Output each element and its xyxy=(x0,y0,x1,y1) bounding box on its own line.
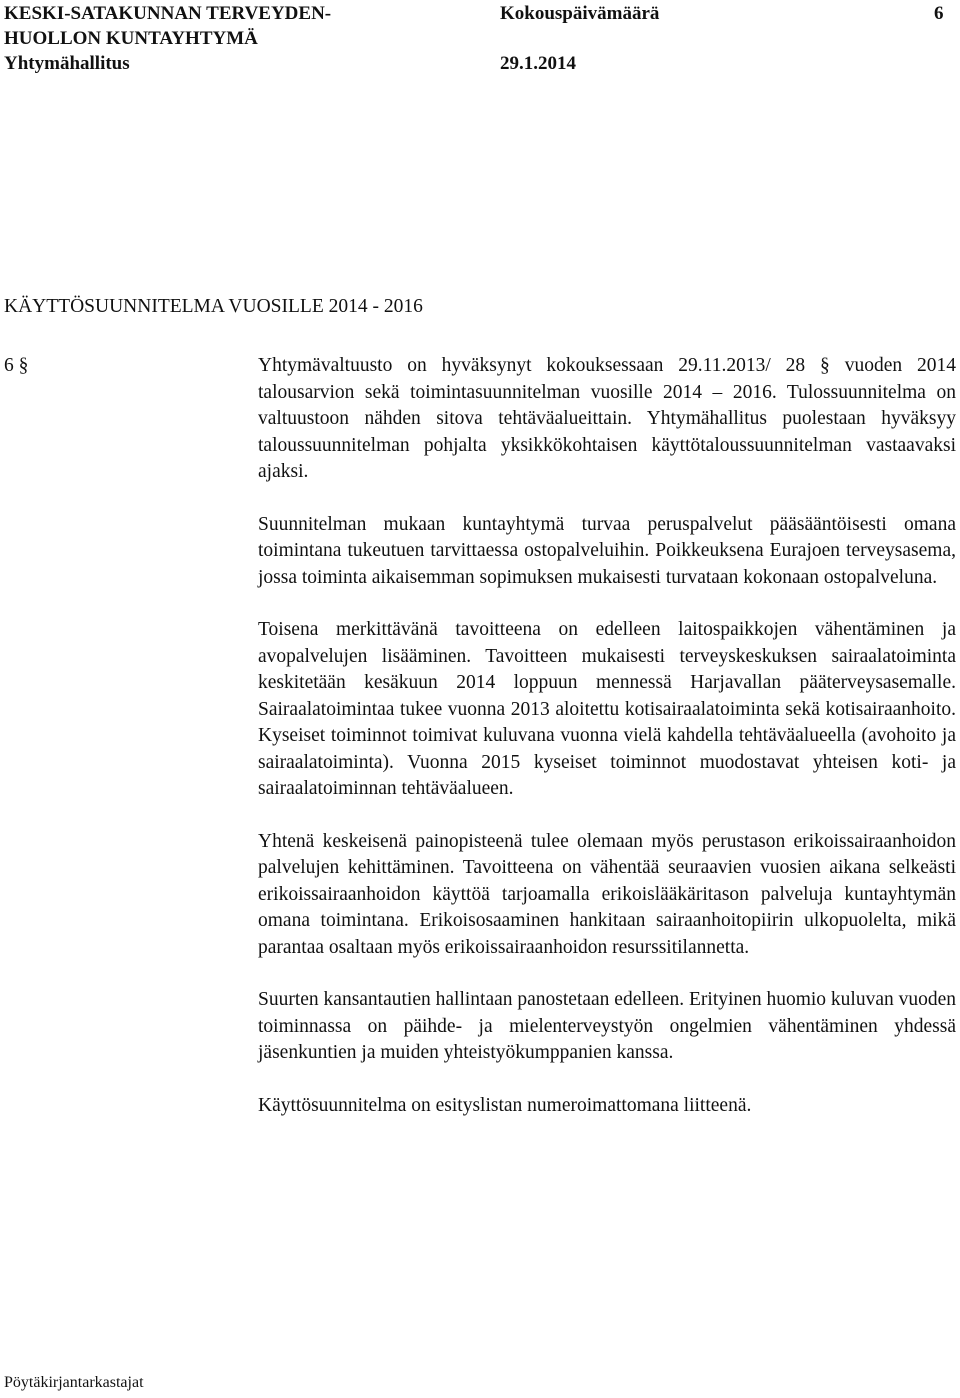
header-org-line1: KESKI-SATAKUNNAN TERVEYDEN- xyxy=(4,3,332,24)
header-date-value: 29.1.2014 xyxy=(500,53,576,74)
section-number: 6 § xyxy=(4,355,29,376)
paragraph: Toisena merkittävänä tavoitteena on edelleen laitospaikkojen vähentäminen ja avopalvelujen lisääminen. Tavoitteen mukaisesti terveyskeskuksen sairaalatoiminta keskitetään kesäkuun 2014 loppuun mennessä Harjavallan pääterveysasemalle. Sairaalatoimintaa tukee vuonna 2013 aloitettu kotisairaalatoiminta sekä kotisairaanhoito. Kyseiset toiminnot toimivat kuluvana vuonna vielä kahdella tehtäväalueella (avohoito ja sairaalatoiminta). Vuonna 2015 kyseiset toiminnot muodostavat yhteisen koti- ja sairaalatoiminnan tehtäväalueen. xyxy=(258,619,956,799)
paragraph: Käyttösuunnitelma on esityslistan numeroimattomana liitteenä. xyxy=(258,1094,752,1116)
footer-label: Pöytäkirjantarkastajat xyxy=(4,1374,144,1391)
header-org-line2: HUOLLON KUNTAYHTYMÄ xyxy=(4,28,258,49)
paragraph: Yhtenä keskeisenä painopisteenä tulee olemaan myös perustason erikoissairaanhoidon palvelujen kehittäminen. Tavoitteena on vähentää seuraavien vuosien aikana selkeästi erikoissairaanhoidon käyttöä tarjoamalla erikoislääkäritason palveluja kuntayhtymän omana toimintana. Erikoisosaaminen hankitaan sairaanhoitopiirin ulkopuolelta, mikä parantaa osaltaan myös erikoissairaanhoidon resurssitilannetta. xyxy=(258,830,956,958)
header-meeting-date xyxy=(500,1,659,76)
paragraph: Yhtymävaltuusto on hyväksynyt kokouksessaan 29.11.2013/ 28 § vuoden 2014 talousarvion sekä toimintasuunnitelman vuosille 2014 – 2016. Tulossuunnitelma on valtuustoon nähden sitova tehtäväalueittain. Yhtymähallitus puolestaan hyväksyy taloussuunnitelman pohjalta yksikkökohtaisen käyttötaloussuunnitelman vastaavaksi ajaksi. xyxy=(258,355,956,482)
header-spacer xyxy=(500,26,659,51)
paragraph: Suurten kansantautien hallintaan panostetaan edelleen. Erityinen huomio kuluvan vuoden toiminnassa on päihde- ja mielenterveystyön ongelmien vähentäminen yhdessä jäsenkuntien ja muiden yhteistyökumppanien kanssa. xyxy=(258,989,957,1063)
document-title: KÄYTTÖSUUNNITELMA VUOSILLE 2014 - 2016 xyxy=(4,296,423,317)
header-body-name: Yhtymähallitus xyxy=(4,53,130,74)
page-number: 6 xyxy=(934,3,944,24)
document-body xyxy=(258,353,956,1119)
header-date-label: Kokouspäivämäärä xyxy=(500,3,660,24)
header-organization xyxy=(4,1,331,76)
paragraph: Suunnitelman mukaan kuntayhtymä turvaa peruspalvelut pääsääntöisesti omana toimintana tukeutuen tarvittaessa ostopalveluihin. Poikkeuksena Eurajoen terveysasema, jossa toiminta aikaisemman sopimuksen mukaisesti turvataan kokonaan ostopalveluna. xyxy=(258,513,956,588)
